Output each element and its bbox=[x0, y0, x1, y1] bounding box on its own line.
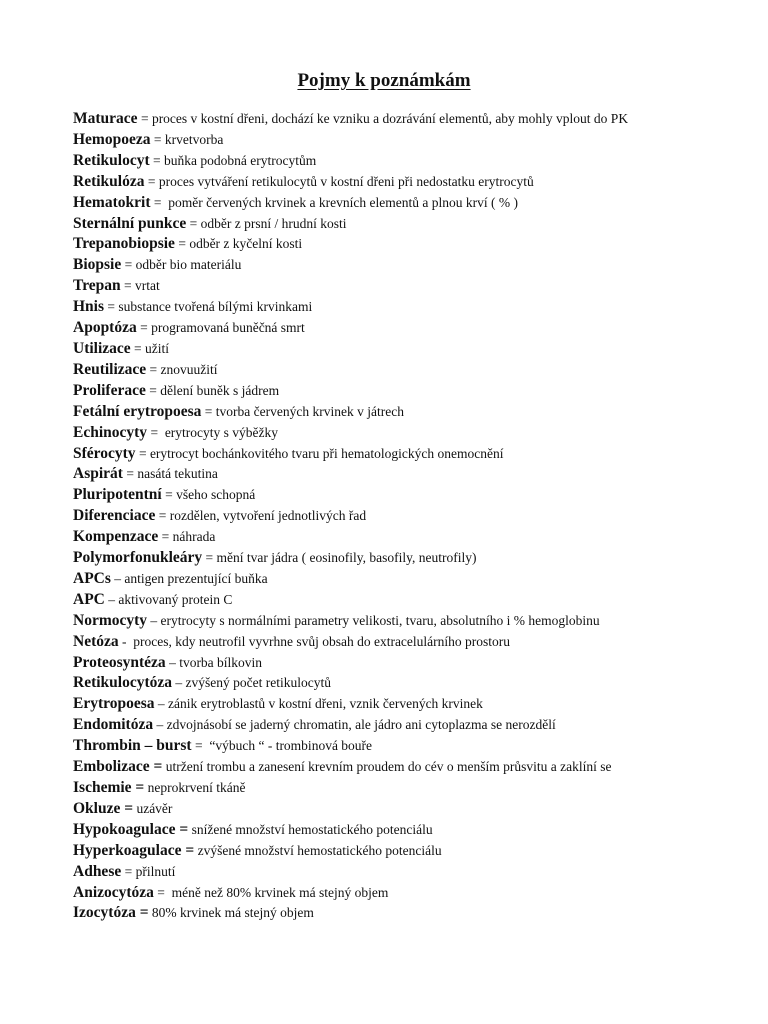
glossary-definition: všeho schopná bbox=[176, 487, 256, 503]
glossary-term: Utilizace bbox=[73, 339, 131, 357]
glossary-entry bbox=[73, 778, 697, 799]
glossary-entry bbox=[73, 903, 697, 924]
glossary-entry bbox=[73, 234, 697, 255]
glossary-separator: – bbox=[110, 570, 125, 586]
glossary-entry bbox=[73, 611, 697, 632]
glossary-definition: zánik erytroblastů v kostní dřeni, vznik červených krvinek bbox=[168, 696, 483, 712]
glossary-separator: – bbox=[154, 696, 169, 712]
glossary-definition: erytrocyty s výběžky bbox=[164, 424, 279, 440]
glossary-separator: = bbox=[121, 863, 136, 879]
glossary-entry bbox=[73, 590, 697, 611]
glossary-definition: mění tvar jádra ( eosinofily, basofily, neutrofily) bbox=[216, 550, 477, 566]
glossary-definition: erytrocyty s normálními parametry velikosti, tvaru, absolutního i % hemoglobinu bbox=[160, 612, 600, 628]
glossary-definition: odběr bio materiálu bbox=[135, 257, 242, 273]
glossary-entry bbox=[73, 694, 697, 715]
glossary-definition: zvýšený počet retikulocytů bbox=[185, 675, 331, 691]
glossary-term: Adhese bbox=[73, 862, 122, 880]
glossary-entry bbox=[73, 841, 697, 862]
glossary-term: Apoptóza bbox=[73, 319, 137, 337]
glossary-entry bbox=[73, 757, 697, 778]
glossary-definition: krvetvorba bbox=[164, 131, 224, 147]
glossary-term: Aspirát bbox=[73, 465, 123, 483]
glossary-term: Ischemie = bbox=[73, 779, 145, 796]
glossary-definition: proces v kostní dřeni, dochází ke vzniku a dozrávání elementů, aby mohly vplout do PK bbox=[151, 111, 629, 126]
glossary-entry bbox=[73, 151, 697, 172]
glossary-term: Hyperkoagulace = bbox=[73, 841, 195, 859]
glossary-definition: “výbuch “ - trombinová bouře bbox=[209, 738, 373, 754]
glossary-term: Normocyty bbox=[73, 611, 148, 629]
glossary-term: Retikulocytóza bbox=[73, 674, 173, 692]
glossary-entry bbox=[73, 506, 697, 527]
glossary-entry bbox=[73, 130, 697, 151]
glossary-term: Fetální erytropoesa bbox=[73, 402, 202, 420]
glossary-entry bbox=[73, 862, 697, 883]
glossary-separator: = bbox=[150, 131, 165, 147]
glossary-definition: nasátá tekutina bbox=[137, 466, 218, 482]
glossary-term: Endomitóza bbox=[73, 716, 154, 734]
glossary-definition: programovaná buněčná smrt bbox=[151, 320, 305, 336]
glossary-separator: = bbox=[150, 194, 169, 210]
glossary-entry bbox=[73, 172, 697, 193]
glossary-definition: odběr z kyčelní kosti bbox=[189, 236, 303, 252]
glossary-separator: = bbox=[149, 152, 165, 168]
glossary-definition: aktivovaný protein C bbox=[118, 591, 233, 607]
glossary-entry bbox=[73, 402, 697, 423]
glossary-separator: = bbox=[122, 466, 138, 482]
glossary-definition: tvorba červených krvinek v játrech bbox=[215, 403, 404, 419]
glossary-term: Retikulocyt bbox=[73, 151, 150, 169]
glossary-separator: = bbox=[121, 257, 136, 273]
glossary-separator: = bbox=[147, 424, 165, 440]
glossary-term: Kompenzace bbox=[73, 528, 159, 546]
glossary-definition: zvýšené množství hemostatického potenciálu bbox=[197, 842, 442, 858]
glossary-definition: odběr z prsní / hrudní kosti bbox=[200, 215, 347, 231]
glossary-entry bbox=[73, 276, 697, 297]
glossary-term: Hnis bbox=[73, 298, 105, 316]
glossary-term: Retikulóza bbox=[73, 172, 145, 190]
glossary-definition: náhrada bbox=[172, 529, 216, 545]
glossary-entry bbox=[73, 569, 697, 590]
glossary-term: Hypokoagulace = bbox=[73, 820, 189, 838]
glossary-separator: – bbox=[165, 654, 180, 670]
glossary-entry bbox=[73, 381, 697, 402]
glossary-term: Hemopoeza bbox=[73, 130, 151, 148]
glossary-separator: = bbox=[186, 215, 201, 231]
glossary-separator: - bbox=[118, 633, 134, 649]
glossary-entry bbox=[73, 883, 697, 904]
glossary-term: Reutilizace bbox=[73, 360, 147, 378]
glossary-definition: rozdělen, vytvoření jednotlivých řad bbox=[169, 508, 367, 524]
glossary-entry bbox=[73, 297, 697, 318]
glossary-definition: proces, kdy neutrofil vyvrhne svůj obsah do extracelulárního prostoru bbox=[133, 633, 511, 649]
glossary-separator: – bbox=[104, 591, 119, 607]
glossary-term: Biopsie bbox=[73, 256, 122, 274]
glossary-definition: 80% krvinek má stejný objem bbox=[151, 905, 314, 921]
glossary-separator: = bbox=[145, 382, 161, 398]
glossary-separator: = bbox=[135, 445, 150, 461]
glossary-term: Echinocyty bbox=[73, 423, 148, 441]
glossary-term: Okluze = bbox=[73, 799, 134, 817]
glossary-entry bbox=[73, 799, 697, 820]
glossary-definition: antigen prezentující buňka bbox=[124, 570, 268, 586]
glossary-definition: dělení buněk s jádrem bbox=[160, 382, 280, 398]
glossary-term: Sférocyty bbox=[73, 444, 136, 462]
glossary-term: Diferenciace bbox=[73, 507, 156, 525]
glossary-separator: = bbox=[202, 550, 217, 566]
glossary-entry bbox=[73, 736, 697, 757]
glossary-separator: = bbox=[158, 529, 173, 545]
glossary-term: Pluripotentní bbox=[73, 486, 162, 504]
glossary-entry bbox=[73, 527, 697, 548]
glossary-separator: = bbox=[137, 111, 152, 126]
glossary-term: Trepan bbox=[73, 277, 121, 295]
glossary-definition: proces vytváření retikulocytů v kostní dřeni při nedostatku erytrocytů bbox=[158, 173, 534, 189]
glossary-definition: vrtat bbox=[135, 278, 160, 294]
glossary-entry bbox=[73, 548, 697, 569]
glossary-definition: znovuužití bbox=[160, 361, 218, 377]
glossary-separator: = bbox=[174, 236, 190, 252]
glossary-entry bbox=[73, 339, 697, 360]
glossary-definition: tvorba bílkovin bbox=[179, 654, 263, 670]
glossary-separator: = bbox=[161, 487, 177, 503]
page-title: Pojmy k poznámkám bbox=[297, 70, 471, 91]
glossary-list bbox=[73, 109, 697, 924]
glossary-term: Trepanobiopsie bbox=[73, 235, 175, 253]
glossary-term: Sternální punkce bbox=[73, 214, 187, 232]
glossary-term: Proteosyntéza bbox=[73, 653, 166, 671]
glossary-entry bbox=[73, 360, 697, 381]
glossary-term: Hematokrit bbox=[73, 193, 151, 211]
glossary-entry bbox=[73, 255, 697, 276]
glossary-term: Proliferace bbox=[73, 381, 146, 399]
glossary-separator: = bbox=[146, 361, 161, 377]
glossary-definition: přilnutí bbox=[135, 863, 176, 879]
glossary-separator: = bbox=[136, 320, 152, 336]
glossary-definition: užití bbox=[145, 340, 170, 356]
glossary-term: Maturace bbox=[73, 110, 138, 127]
glossary-definition: erytrocyt bochánkovitého tvaru při hematologických onemocnění bbox=[149, 445, 504, 461]
glossary-definition: poměr červených krvinek a krevních elementů a plnou krví ( % ) bbox=[168, 194, 518, 210]
glossary-entry bbox=[73, 715, 697, 736]
glossary-separator: = bbox=[130, 340, 146, 356]
glossary-entry bbox=[73, 673, 697, 694]
glossary-separator: = bbox=[153, 884, 172, 900]
glossary-entry bbox=[73, 632, 697, 653]
glossary-separator: = bbox=[201, 403, 216, 419]
glossary-definition: zdvojnásobí se jaderný chromatin, ale jádro ani cytoplazma se nerozdělí bbox=[166, 717, 556, 733]
glossary-entry bbox=[73, 464, 697, 485]
glossary-definition: snížené množství hemostatického potenciálu bbox=[191, 821, 433, 837]
glossary-entry bbox=[73, 820, 697, 841]
glossary-definition: méně než 80% krvinek má stejný objem bbox=[171, 884, 389, 900]
glossary-term: Erytropoesa bbox=[73, 695, 155, 713]
glossary-separator: = bbox=[120, 278, 136, 294]
glossary-separator: = bbox=[191, 738, 210, 754]
glossary-separator: – bbox=[147, 612, 161, 628]
glossary-definition: uzávěr bbox=[136, 800, 173, 816]
glossary-entry bbox=[73, 485, 697, 506]
glossary-term: APCs bbox=[73, 569, 111, 587]
glossary-term: Netóza bbox=[73, 632, 119, 650]
glossary-entry bbox=[73, 423, 697, 444]
glossary-entry bbox=[73, 214, 697, 235]
glossary-entry bbox=[73, 193, 697, 214]
glossary-entry bbox=[73, 653, 697, 674]
glossary-entry bbox=[73, 109, 697, 130]
glossary-definition: utržení trombu a zanesení krevním proudem do cév o menším průsvitu a zaklíní se bbox=[165, 759, 612, 775]
glossary-separator: = bbox=[104, 299, 119, 315]
glossary-definition: buňka podobná erytrocytům bbox=[164, 152, 317, 168]
glossary-entry bbox=[73, 318, 697, 339]
glossary-separator: – bbox=[172, 675, 186, 691]
glossary-definition: neprokrvení tkáně bbox=[147, 780, 246, 795]
glossary-separator: = bbox=[155, 508, 170, 524]
glossary-term: Thrombin – burst bbox=[73, 737, 192, 755]
glossary-term: Anizocytóza bbox=[73, 883, 154, 901]
glossary-definition: substance tvořená bílými krvinkami bbox=[118, 299, 313, 315]
glossary-entry bbox=[73, 444, 697, 465]
glossary-term: APC bbox=[73, 590, 105, 608]
glossary-term: Polymorfonukleáry bbox=[73, 549, 203, 567]
glossary-separator: – bbox=[153, 717, 167, 733]
glossary-term: Embolizace = bbox=[73, 758, 163, 776]
glossary-term: Izocytóza = bbox=[73, 904, 149, 922]
glossary-separator: = bbox=[144, 173, 159, 189]
